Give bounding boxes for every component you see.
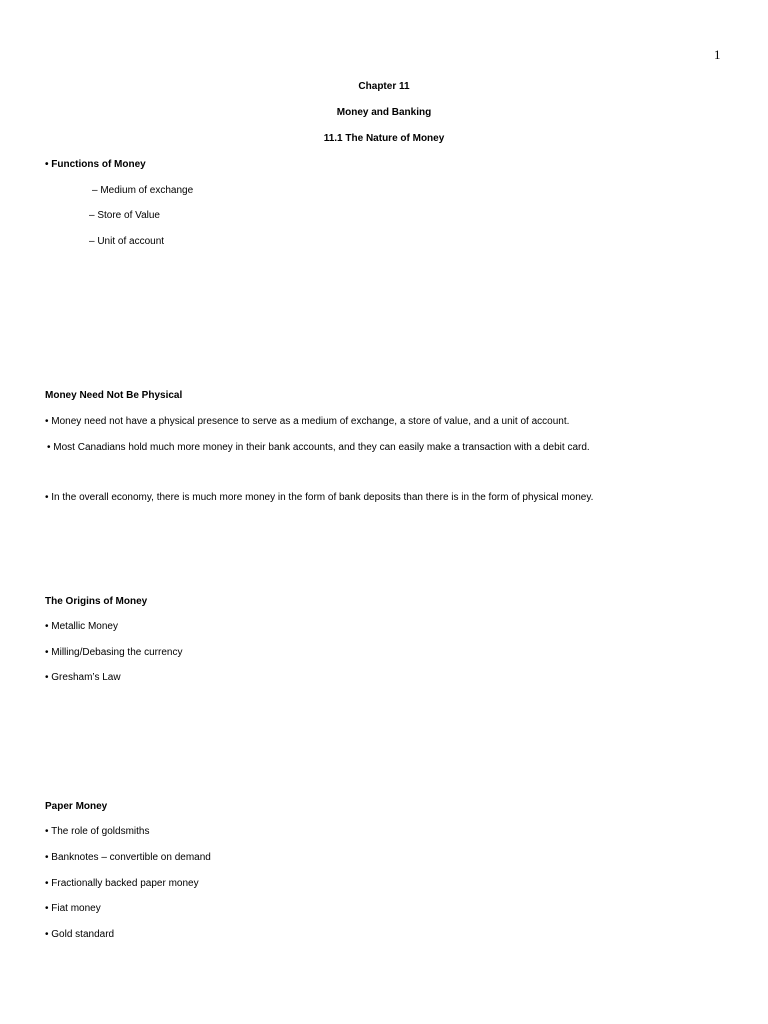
physical-bullet: • Money need not have a physical presence to serve as a medium of exchange, a store of value, and a unit of account. — [45, 416, 570, 427]
physical-heading: Money Need Not Be Physical — [45, 390, 183, 401]
physical-bullet: • In the overall economy, there is much more money in the form of bank deposits than there is in the form of physical money. — [45, 492, 594, 503]
function-item: – Unit of account — [89, 236, 165, 247]
origins-bullet: • Milling/Debasing the currency — [45, 647, 183, 658]
page-number: 1 — [714, 47, 721, 62]
functions-heading: • Functions of Money — [45, 159, 146, 170]
origins-bullet: • Gresham’s Law — [45, 672, 121, 683]
paper-bullet: • Gold standard — [45, 929, 115, 940]
paper-bullet: • The role of goldsmiths — [45, 826, 150, 837]
chapter-title: Money and Banking — [336, 107, 432, 118]
function-item: – Medium of exchange — [92, 185, 194, 196]
origins-bullet: • Metallic Money — [45, 621, 118, 632]
paper-heading: Paper Money — [45, 801, 108, 812]
function-item: – Store of Value — [89, 210, 160, 221]
paper-bullet: • Fractionally backed paper money — [45, 878, 199, 889]
section-title: 11.1 The Nature of Money — [323, 133, 445, 144]
origins-heading: The Origins of Money — [45, 596, 148, 607]
paper-bullet: • Banknotes – convertible on demand — [45, 852, 211, 863]
paper-bullet: • Fiat money — [45, 903, 101, 914]
physical-bullet: • Most Canadians hold much more money in their bank accounts, and they can easily make a transaction with a debit card. — [47, 442, 590, 453]
chapter-label: Chapter 11 — [358, 81, 410, 92]
